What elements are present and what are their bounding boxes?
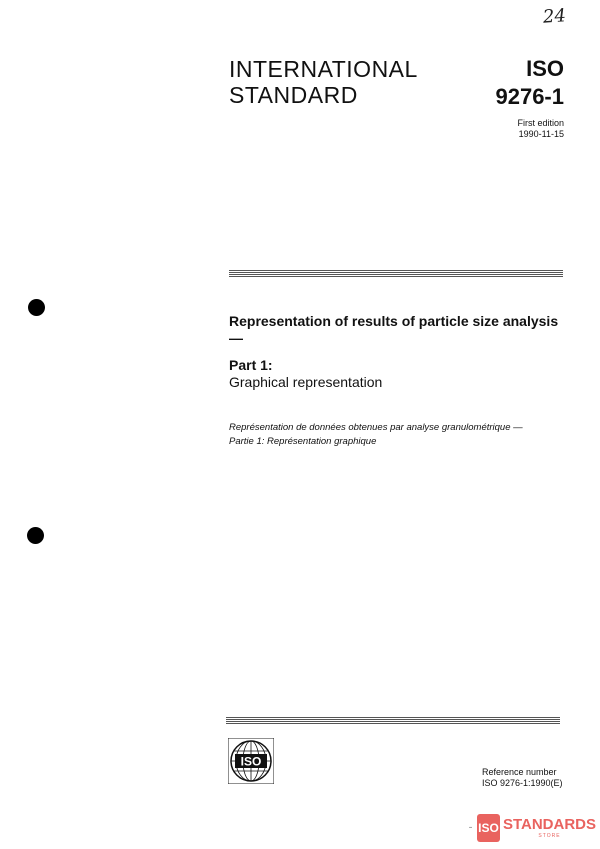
document-type-title (229, 56, 418, 108)
watermark-dash-icon: ⁃ (468, 822, 473, 834)
iso-logo-icon (228, 738, 274, 784)
french-title-line-1: Représentation de données obtenues par analyse granulométrique — (229, 422, 523, 433)
title-line-2: STANDARD (229, 82, 358, 108)
french-title-line-2: Partie 1: Représentation graphique (229, 436, 377, 447)
reference-number: ISO 9276-1:1990(E) (482, 778, 563, 788)
watermark-subtext: STORE (538, 833, 561, 839)
iso-logo-text: ISO (240, 754, 262, 769)
watermark-text-wrap (503, 817, 596, 839)
top-divider-rule (229, 270, 563, 277)
standards-store-watermark (468, 812, 596, 844)
punch-hole-top (28, 299, 45, 316)
bottom-divider-rule (226, 717, 560, 724)
part-label: Part 1: (229, 357, 273, 373)
watermark-iso-badge: ISO (477, 814, 500, 842)
edition-label: First edition (517, 118, 564, 128)
watermark-text: STANDARDS (502, 816, 596, 833)
part-subtitle: Graphical representation (229, 374, 383, 390)
document-title: Representation of results of particle size analysis — (229, 313, 559, 346)
title-line-1: INTERNATIONAL (229, 56, 418, 82)
french-title (229, 421, 569, 449)
edition-info (517, 118, 564, 140)
iso-number: 9276-1 (495, 84, 564, 109)
reference-label: Reference number (482, 767, 557, 777)
handwritten-note: 24 (542, 5, 567, 28)
edition-date: 1990-11-15 (518, 129, 564, 139)
punch-hole-bottom (27, 527, 44, 544)
iso-label: ISO (526, 56, 564, 81)
